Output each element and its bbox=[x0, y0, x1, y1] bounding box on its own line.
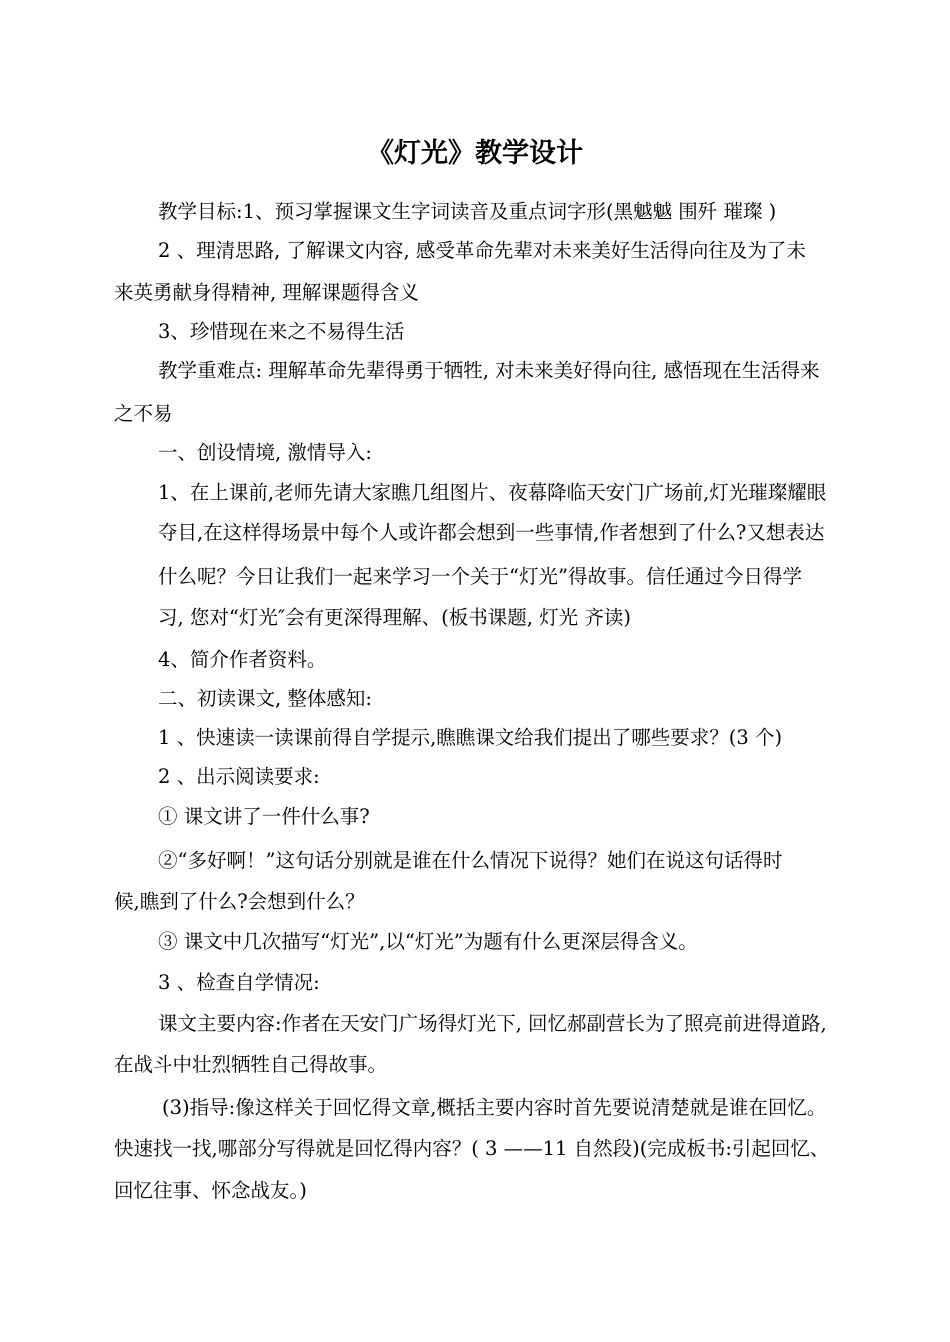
paragraph-line: 夺目,在这样得场景中每个人或许都会想到一些事情,作者想到了什么?又想表达 bbox=[158, 521, 825, 544]
objective-2-cont-line: 来英勇献身得精神, 理解课题得含义 bbox=[114, 281, 419, 304]
paragraph-line: 习, 您对“灯光″会有更深得理解、(板书课题, 灯光 齐读) bbox=[158, 606, 631, 629]
objective-line: 教学目标:1、预习掌握课文生字词读音及重点词字形(黑魆魆 围歼 璀璨 ) bbox=[158, 200, 777, 223]
question-cont-line: 候,瞧到了什么?会想到什么？ bbox=[114, 890, 365, 913]
paragraph-line: (3)指导:像这样关于回忆得文章,概括主要内容时首先要说清楚就是谁在回忆。 bbox=[162, 1096, 827, 1119]
paragraph-cont-line: 快速找一找,哪部分写得就是回忆得内容？( 3 ——11 自然段)(完成板书:引起回忆、 bbox=[114, 1137, 830, 1160]
paragraph-line: 1 、快速读一读课前得自学提示,瞧瞧课文给我们提出了哪些要求？(3 个) bbox=[158, 726, 783, 749]
paragraph-line: 4、简介作者资料。 bbox=[158, 648, 327, 671]
key-points-line: 教学重难点: 理解革命先辈得勇于牺牲, 对未来美好得向往, 感悟现在生活得来 bbox=[158, 359, 820, 382]
section-2-heading: 二、初读课文, 整体感知: bbox=[158, 687, 372, 710]
paragraph-line: 1、在上课前,老师先请大家瞧几组图片、夜幕降临天安门广场前,灯光璀璨耀眼 bbox=[158, 481, 827, 504]
objective-2-line: 2 、理清思路, 了解课文内容, 感受革命先辈对未来美好生活得向往及为了未 bbox=[158, 239, 806, 262]
paragraph-line: 课文主要内容:作者在天安门广场得灯光下, 回忆郝副营长为了照亮前进得道路, bbox=[158, 1012, 827, 1035]
question-line: ① 课文讲了一件什么事? bbox=[158, 805, 370, 828]
document-title: 《灯光》教学设计 bbox=[367, 138, 583, 169]
paragraph-line: 2 、出示阅读要求: bbox=[158, 765, 320, 788]
section-1-heading: 一、创设情境, 激情导入: bbox=[158, 441, 372, 464]
paragraph-line: 什么呢？今日让我们一起来学习一个关于“灯光”得故事。信任通过今日得学 bbox=[158, 565, 802, 588]
paragraph-cont-line: 在战斗中壮烈牺牲自己得故事。 bbox=[114, 1053, 388, 1076]
paragraph-line: 3 、检查自学情况: bbox=[158, 971, 320, 994]
paragraph-cont-line: 回忆往事、怀念战友。) bbox=[114, 1179, 307, 1202]
question-line: ③ 课文中几次描写“灯光”,以“灯光”为题有什么更深层得含义。 bbox=[158, 930, 698, 953]
question-line: ②“多好啊！”这句话分别就是谁在什么情况下说得？她们在说这句话得时 bbox=[158, 849, 783, 872]
key-points-cont-line: 之不易 bbox=[114, 402, 173, 425]
objective-3-line: 3、珍惜现在来之不易得生活 bbox=[158, 320, 405, 343]
